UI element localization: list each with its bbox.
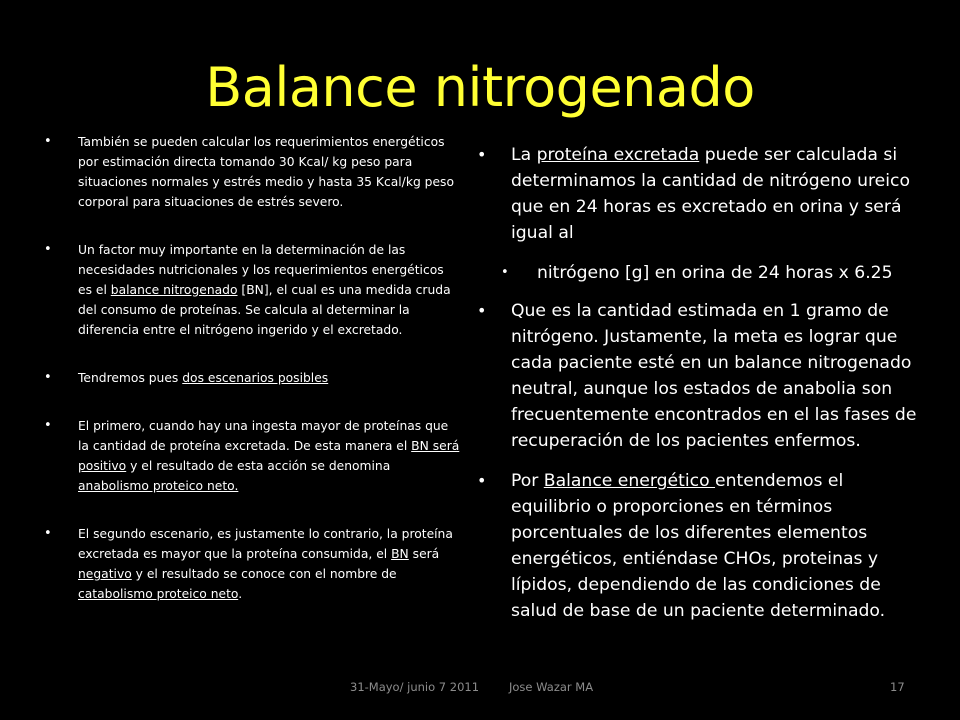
- bullet-icon: •: [477, 301, 487, 320]
- list-item: [470, 468, 920, 624]
- item-text: Por: [511, 471, 544, 491]
- underlined-term: balance nitrogenado: [110, 283, 238, 297]
- bullet-icon: •: [501, 265, 509, 280]
- underlined-term: proteína excretada: [536, 145, 700, 165]
- item-text: También se pueden calcular los requerimientos energéticos por estimación directa tomando 30 Kcal/ kg peso para situaciones normales y estrés medio y hasta 35 Kcal/kg peso corporal para situaciones de estrés severo.: [78, 135, 454, 209]
- item-text: puede ser calculada si determinamos la cantidad de nitrógeno ureico que en 24 horas es excretado en orina y será igual al: [511, 145, 910, 243]
- list-item: [36, 416, 460, 496]
- item-text: Que es la cantidad estimada en 1 gramo de nitrógeno. Justamente, la meta es lograr que cada paciente esté en un balance nitrogenado neutral, aunque los estados de anabolia son frecuentemente encontrados en el las fases de recuperación de los pacientes enfermos.: [511, 301, 917, 451]
- bullet-icon: •: [44, 370, 52, 385]
- bullet-icon: •: [477, 471, 487, 490]
- item-text: El primero, cuando hay una ingesta mayor de proteínas que la cantidad de proteína excretada. De esta manera el: [78, 419, 449, 453]
- bullet-icon: •: [44, 242, 52, 257]
- page-number: 17: [890, 680, 905, 694]
- list-item-sub: [470, 260, 920, 286]
- bullet-icon: •: [44, 134, 52, 149]
- left-column: [36, 132, 460, 632]
- bullet-icon: •: [44, 526, 52, 541]
- item-text: Tendremos pues: [78, 371, 183, 385]
- item-text: El segundo escenario, es justamente lo contrario, la proteína excretada es mayor que la proteína consumida, el: [78, 527, 453, 561]
- underlined-term: BN: [391, 547, 409, 561]
- underlined-term: negativo: [78, 567, 132, 581]
- item-text: y el resultado de esta acción se denomina: [126, 459, 391, 473]
- list-item: [36, 132, 460, 212]
- underlined-term: anabolismo proteico neto.: [78, 479, 239, 493]
- right-column: [470, 142, 920, 638]
- list-item: [36, 524, 460, 604]
- list-item: [36, 240, 460, 340]
- item-text: .: [238, 587, 243, 601]
- item-text: Un factor muy importante en la determinación de las necesidades nutricionales y los requerimientos energéticos es el: [78, 243, 444, 297]
- bullet-icon: •: [44, 418, 52, 433]
- item-text: nitrógeno [g] en orina de 24 horas x 6.25: [537, 263, 893, 283]
- item-text: será: [408, 547, 440, 561]
- underlined-term: BN será positivo: [78, 439, 460, 473]
- item-text: La: [511, 145, 537, 165]
- item-text: y el resultado se conoce con el nombre de: [131, 567, 397, 581]
- bullet-icon: •: [477, 145, 487, 164]
- underlined-term: catabolismo proteico neto: [78, 587, 239, 601]
- item-text: [BN], el cual es una medida cruda del consumo de proteínas. Se calcula al determinar la diferencia entre el nitrógeno ingerido y el excretado.: [78, 283, 451, 337]
- slide-title: Balance nitrogenado: [205, 56, 755, 119]
- item-text: entendemos el equilibrio o proporciones en términos porcentuales de los diferentes elementos energéticos, entiéndase CHOs, proteinas y lípidos, dependiendo de las condiciones de salud de base de un paciente determinado.: [511, 471, 886, 621]
- footer-date: 31-Mayo/ junio 7 2011: [350, 680, 480, 694]
- underlined-term: dos escenarios posibles: [182, 371, 329, 385]
- underlined-term: Balance energético: [543, 471, 716, 491]
- list-item: [36, 368, 460, 388]
- footer-author: Jose Wazar MA: [509, 680, 594, 694]
- list-item: [470, 298, 920, 454]
- list-item: [470, 142, 920, 246]
